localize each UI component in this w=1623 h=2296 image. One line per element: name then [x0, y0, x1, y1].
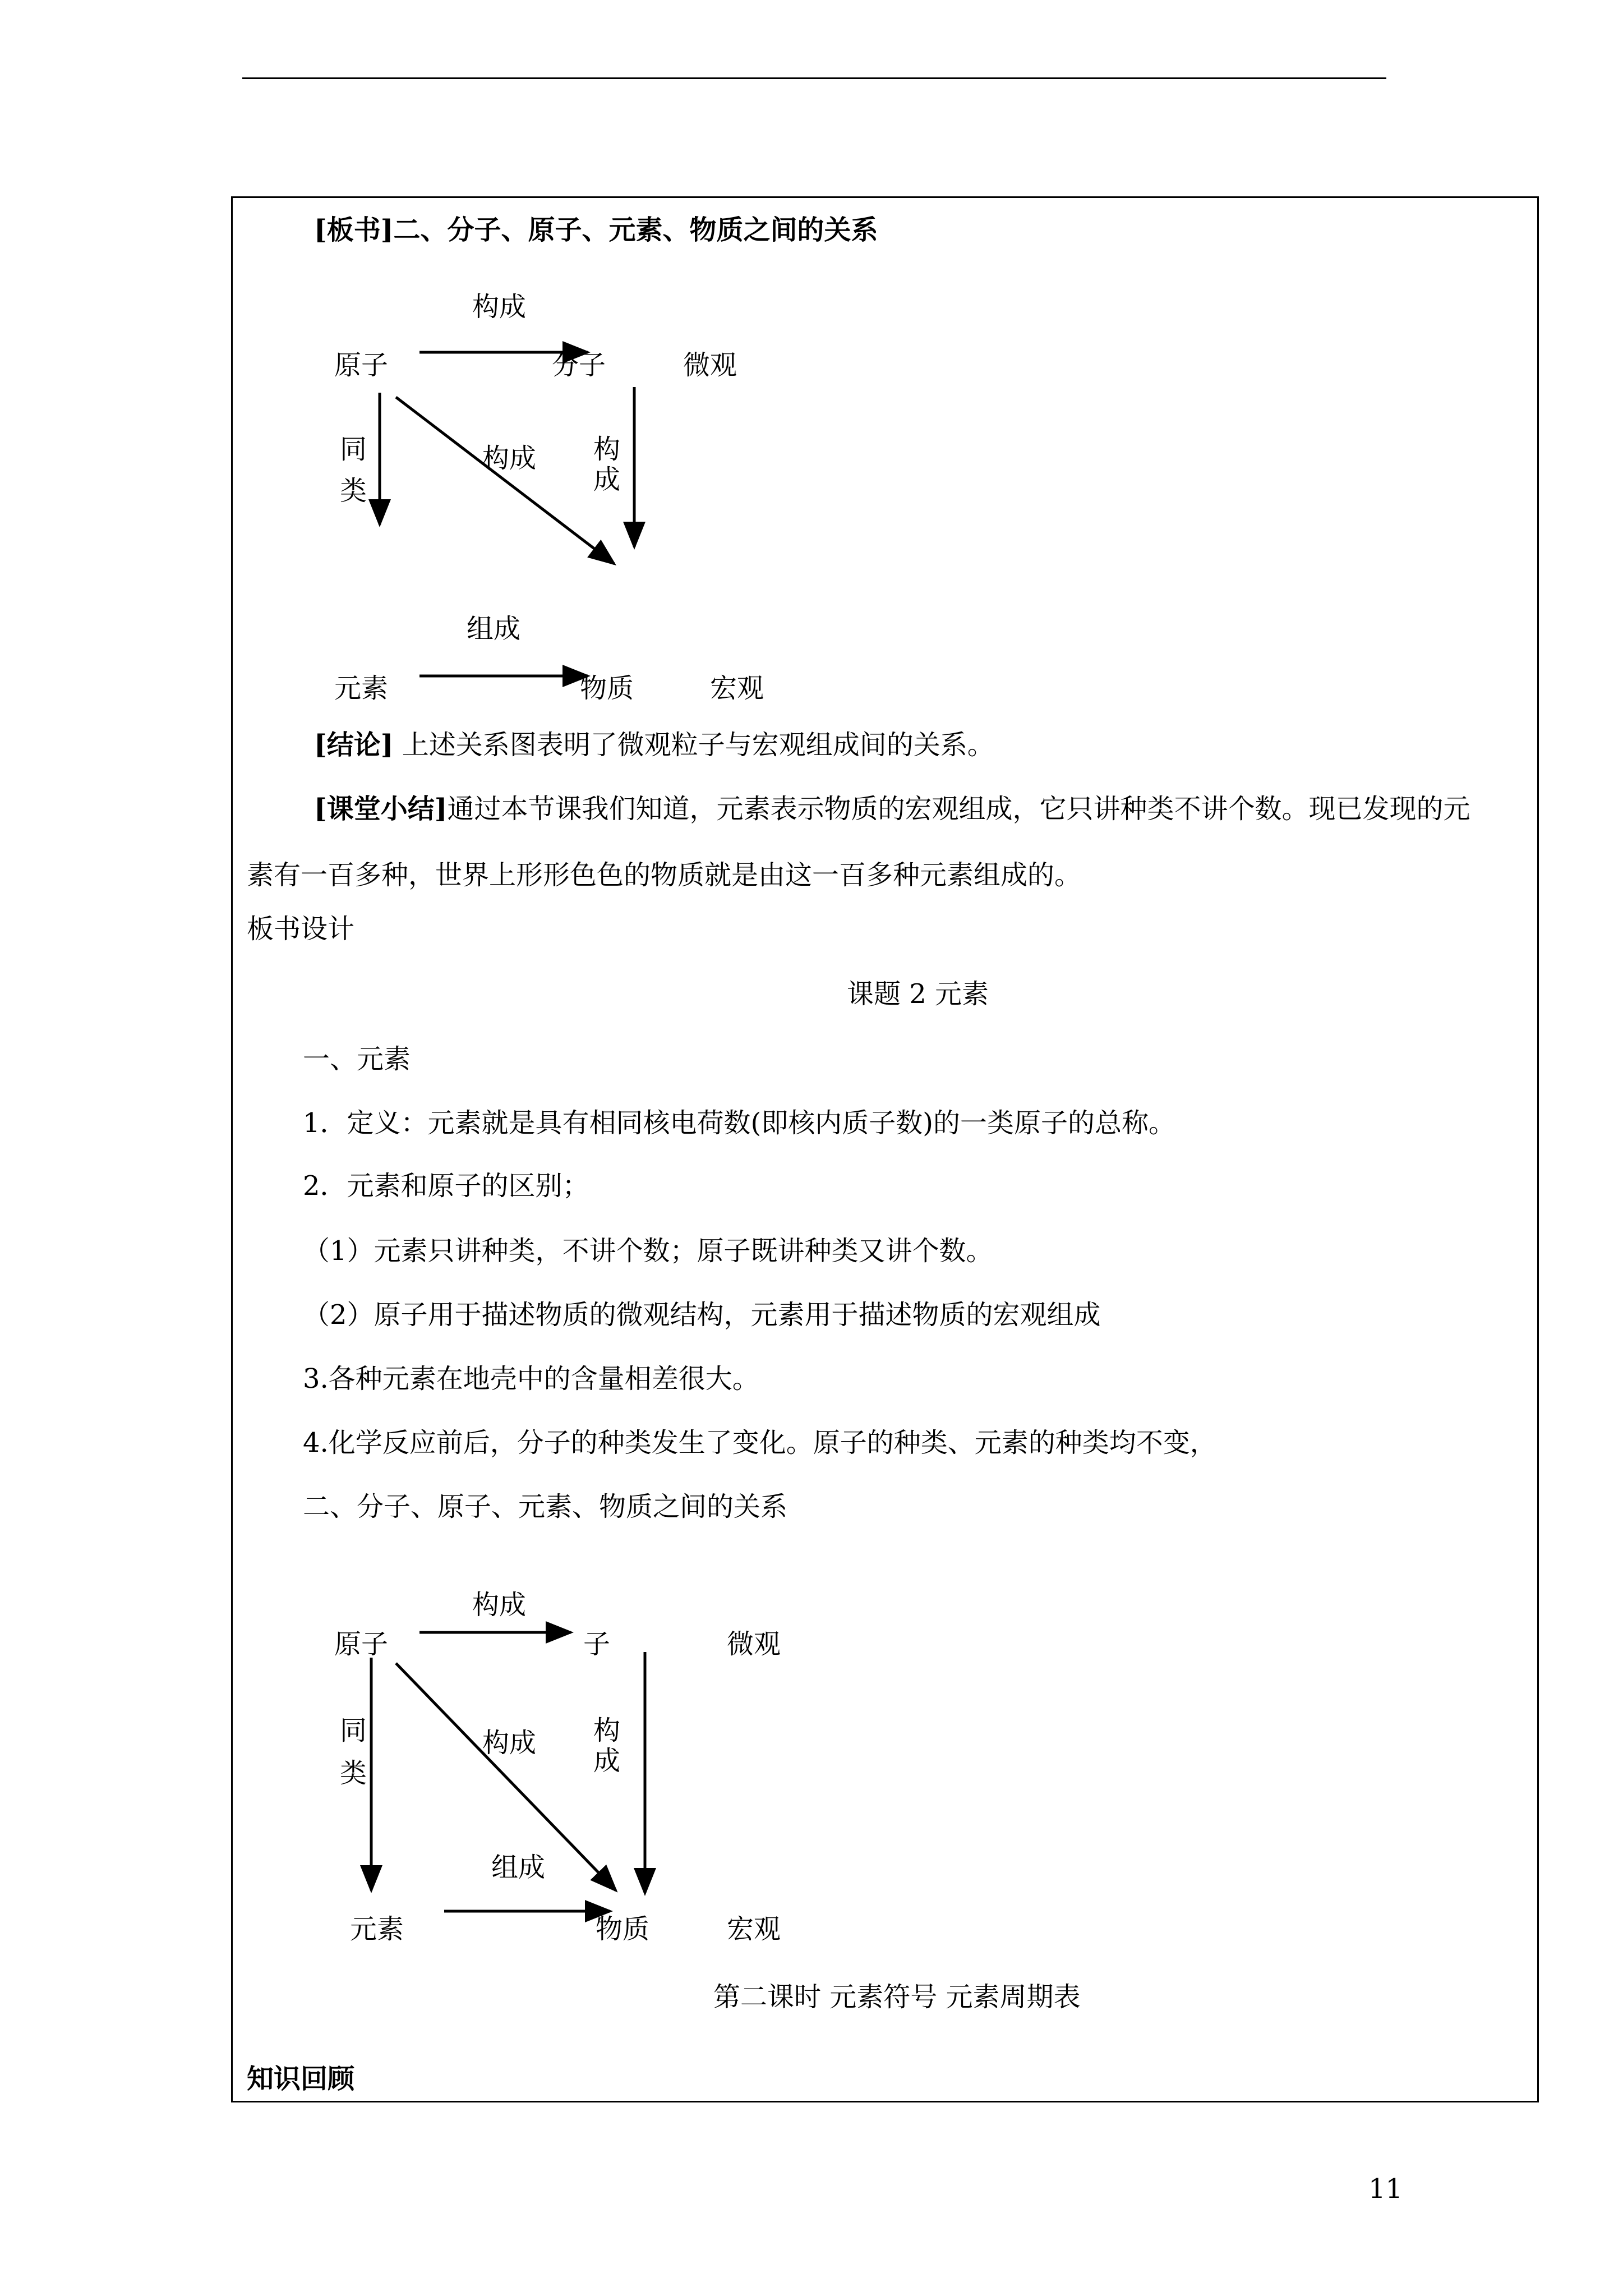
label-same-kind-2: 类 — [340, 475, 367, 507]
summary-tag: [课堂小结] — [314, 793, 448, 825]
label-constitute-diag: 构成 — [482, 443, 537, 474]
summary-text-1: 通过本节课我们知道，元素表示物质的宏观组成，它只讲种类不讲个数。现已发现的元 — [447, 793, 1470, 825]
d2-node-atom: 原子 — [334, 1628, 389, 1660]
summary-line-2: 素有一百多种，世界上形形色色的物质就是由这一百多种元素组成的。 — [247, 859, 1082, 891]
d2-node-matter: 物质 — [596, 1913, 650, 1945]
board-item-5: 3.各种元素在地壳中的含量相差很大。 — [303, 1363, 759, 1395]
node-matter: 物质 — [580, 673, 634, 704]
board-item-2: 2．元素和原子的区别； — [303, 1170, 589, 1202]
label-constitute-top: 构成 — [472, 291, 527, 323]
label-same-kind-1: 同 — [340, 434, 367, 465]
d2-label-constitute-v1: 构 — [593, 1715, 621, 1746]
label-constitute-v2: 成 — [593, 464, 621, 495]
conclusion-line — [314, 728, 994, 762]
board-item-1: 1．定义：元素就是具有相同核电荷数(即核内质子数)的一类原子的总称。 — [303, 1107, 1175, 1139]
label-constitute-v1: 构 — [593, 434, 621, 465]
lesson2-title: 第二课时 元素符号 元素周期表 — [713, 1981, 1081, 2013]
board-item-7: 二、分子、原子、元素、物质之间的关系 — [303, 1491, 788, 1522]
board-item-6: 4.化学反应前后，分子的种类发生了变化。原子的种类、元素的种类均不变， — [303, 1427, 1217, 1458]
summary-line-1 — [314, 792, 1470, 826]
arrow-atom-to-matter — [396, 397, 614, 564]
d2-label-constitute-v2: 成 — [593, 1745, 621, 1777]
page-number: 11 — [1368, 2173, 1403, 2205]
node-atom: 原子 — [334, 349, 389, 381]
label-compose: 组成 — [467, 613, 521, 645]
heading-tag: [板书] — [314, 214, 394, 246]
d2-label-compose: 组成 — [491, 1852, 546, 1883]
board-item-3: （1）元素只讲种类，不讲个数；原子既讲种类又讲个数。 — [303, 1235, 993, 1267]
board-item-4: （2）原子用于描述物质的微观结构，元素用于描述物质的宏观组成 — [303, 1299, 1101, 1331]
d2-node-element: 元素 — [350, 1913, 404, 1945]
d2-label-same-kind-1: 同 — [340, 1715, 367, 1746]
board-design-label: 板书设计 — [247, 913, 355, 945]
board-design-title: 课题 2 元素 — [847, 978, 989, 1010]
conclusion-text: 上述关系图表明了微观粒子与宏观组成间的关系。 — [402, 729, 994, 761]
node-molecule: 分子 — [552, 349, 606, 381]
d2-label-constitute-top: 构成 — [472, 1589, 527, 1621]
label-macro: 宏观 — [710, 673, 764, 704]
node-element: 元素 — [334, 673, 389, 704]
heading-text: 二、分子、原子、元素、物质之间的关系 — [393, 214, 878, 246]
d2-label-macro: 宏观 — [727, 1913, 781, 1945]
d2-label-micro: 微观 — [727, 1628, 781, 1660]
conclusion-tag: [结论] — [314, 729, 394, 761]
review-label: 知识回顾 — [247, 2063, 355, 2095]
board-item-0: 一、元素 — [303, 1043, 411, 1075]
d2-label-constitute-diag: 构成 — [482, 1727, 537, 1759]
d2-node-molecule-partial: 子 — [583, 1628, 611, 1660]
label-micro: 微观 — [683, 349, 737, 381]
d2-label-same-kind-2: 类 — [340, 1757, 367, 1789]
